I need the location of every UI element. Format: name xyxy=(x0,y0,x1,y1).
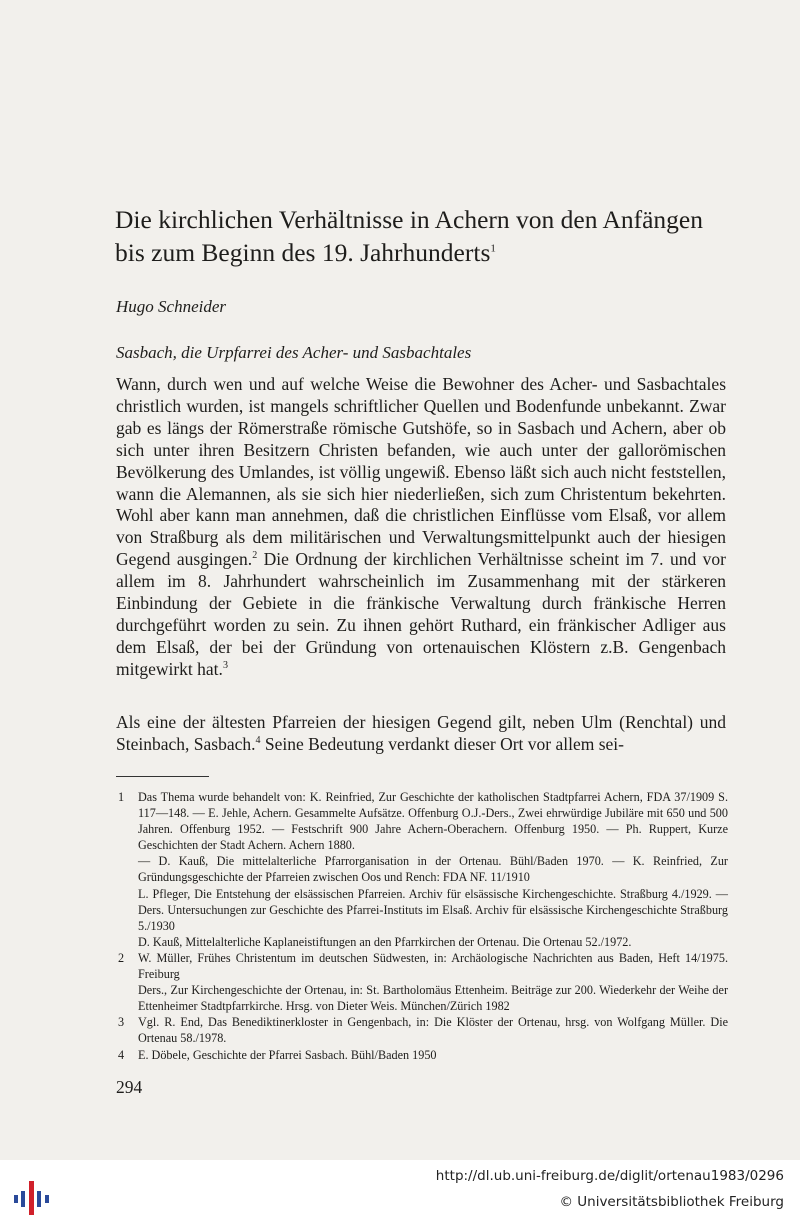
footnote-ref-2[interactable]: 2 xyxy=(252,550,258,562)
footnote-number: 2 xyxy=(118,950,125,965)
footnote-1 xyxy=(118,789,728,950)
footnote-ref-3[interactable]: 3 xyxy=(222,659,228,671)
paragraph-1-text-a: Wann, durch wen und auf welche Weise die Bewohner des Acher- und Sasbachtales christlich wurden, ist mangels schriftlicher Quellen und Bodenfunde unbekannt. Zwar gab es längs der Römerstraße römische Gutshöfe, so in Sasbach und Achern, aber ob sich unter ihren Besitzern Christen befanden, wie auch unter der gallorömischen Bevölkerung des Umlandes, ist völlig ungewiß. Ebenso läßt sich auch nicht feststellen, wann die Alemannen, als sie sich hier niederließen, sich zum Christentum bekehrten. Wohl aber kann man annehmen, daß die christlichen Einflüsse vom Elsaß, vor allem von Straßburg als dem militärischen und Verwaltungsmittelpunkt auch der hiesigen Gegend ausgingen. xyxy=(116,374,726,570)
paragraph-2 xyxy=(116,712,726,756)
title-line-2: bis zum Beginn des 19. Jahrhunderts xyxy=(115,238,491,267)
ub-freiburg-logo-icon xyxy=(12,1177,52,1217)
footnote-number: 1 xyxy=(118,790,125,804)
footnote-number: 4 xyxy=(118,1047,125,1062)
section-heading: Sasbach, die Urpfarrei des Acher- und Sasbachtales xyxy=(116,343,472,362)
footnote-text: Das Thema wurde behandelt von: K. Reinfried, Zur Geschichte der katholischen Stadtpfarrei Achern, FDA 37/1909 S. 117—148. — E. Jehle, Achern. Gesammelte Aufsätze. Offenburg O.J.-Ders., Zwei ehrwürdige Jubiläre mit 650 und 500 Jahren. Offenburg 1952. — Festschrift 900 Jahre Achern-Oberachern. Offenburg 1950. — Ph. Ruppert, Kurze Geschichten der Stadt Achern. Achern 1880. xyxy=(138,790,728,853)
footnote-text: — D. Kauß, Die mittelalterliche Pfarrorganisation in der Ortenau. Bühl/Baden 1970. — K. Reinfried, Zur Gründungsgeschichte der Pfarreien zwischen Oos und Rench: FDA NF. 11/1910 xyxy=(138,854,728,885)
footnote-divider xyxy=(116,776,209,777)
viewer-footer xyxy=(0,1160,800,1226)
title-footnote-mark[interactable]: 1 xyxy=(490,242,496,255)
footnote-text: E. Döbele, Geschichte der Pfarrei Sasbach. Bühl/Baden 1950 xyxy=(138,1047,437,1062)
footnotes xyxy=(118,789,728,1063)
footnote-number: 3 xyxy=(118,1015,125,1030)
paragraph-2-text-b: Seine Bedeutung verdankt dieser Ort vor allem sei- xyxy=(260,733,624,754)
title-line-1: Die kirchlichen Verhältnisse in Achern von den Anfängen xyxy=(115,205,703,234)
page-number: 294 xyxy=(116,1077,143,1097)
permalink-url[interactable]: http://dl.ub.uni-freiburg.de/diglit/ortenau1983/0296 xyxy=(435,1168,784,1184)
footnote-ref-4[interactable]: 4 xyxy=(255,735,261,747)
footnote-text: L. Pfleger, Die Entstehung der elsässischen Pfarreien. Archiv für elsässische Kirchengeschichte. Straßburg 4./1929. — Ders. Untersuchungen zur Geschichte des Pfarrei-Instituts im Elsaß. Archiv für elsässische Kirchengeschichte Straßburg 5./1930 xyxy=(138,886,728,933)
paragraph-2-text-a: Als eine der ältesten Pfarreien der hiesigen Gegend gilt, neben Ulm (Renchtal) und Steinbach, Sasbach. xyxy=(116,712,726,754)
footnote-text: D. Kauß, Mittelalterliche Kaplaneistiftungen an den Pfarrkirchen der Ortenau. Die Ortenau 52./1972. xyxy=(138,934,632,949)
footnote-2 xyxy=(118,950,728,1014)
footnote-text: W. Müller, Frühes Christentum im deutschen Südwesten, in: Archäologische Nachrichten aus Baden, Heft 14/1975. Freiburg xyxy=(138,950,728,982)
footnote-text: Ders., Zur Kirchengeschichte der Ortenau, in: St. Bartholomäus Ettenheim. Beiträge zur 200. Wiederkehr der Weihe der Ettenheimer Stadtpfarrkirche. Hrsg. von Dieter Weis. München/Zürich 1982 xyxy=(138,983,728,1014)
footnote-text: Vgl. R. End, Das Benediktinerkloster in Gengenbach, in: Die Klöster der Ortenau, hrsg. von Wolfgang Müller. Die Ortenau 58./1978. xyxy=(138,1015,728,1046)
footnote-3 xyxy=(118,1014,728,1046)
paragraph-1-text-b: Die Ordnung der kirchlichen Verhältnisse scheint im 7. und vor allem im 8. Jahrhundert wahrscheinlich im Zusammenhang mit der stärkeren Einbindung der Gebiete in die fränkische Verwaltung durch fränkische Herren durchgeführt worden zu sein. Zu ihnen gehört Ruthard, ein fränkischer Adliger aus dem Elsaß, der bei der Gründung von ortenauischen Klöstern z.B. Gengenbach mitgewirkt hat. xyxy=(116,549,726,679)
author-name: Hugo Schneider xyxy=(116,297,227,316)
paragraph-1 xyxy=(116,374,726,681)
article-title xyxy=(115,203,735,269)
copyright-notice: © Universitätsbibliothek Freiburg xyxy=(559,1194,784,1210)
footnote-4 xyxy=(118,1047,728,1063)
